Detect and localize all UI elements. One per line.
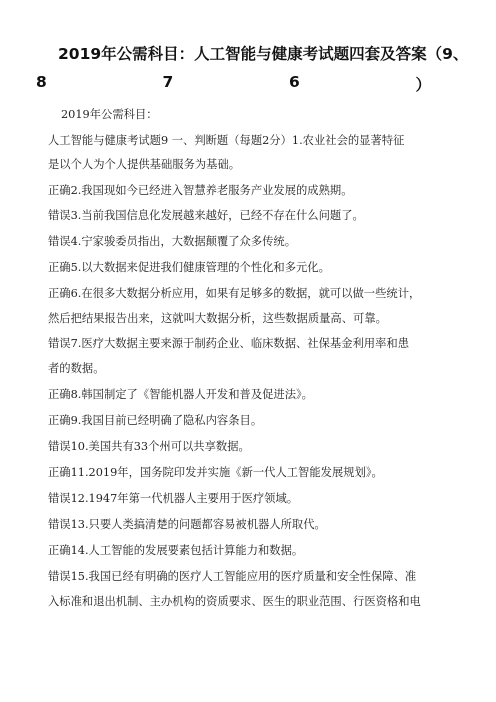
text-line: 正确5.以大数据来促进我们健康管理的个性化和多元化。: [48, 261, 330, 274]
text-line: 错误10.美国共有33个州可以共享数据。: [48, 440, 250, 453]
text-line: 正确6.在很多大数据分析应用，如果有足够多的数据，就可以做一些统计，: [48, 287, 421, 300]
text-line: 正确2.我国现如今已经进入智慧养老服务产业发展的成熟期。: [48, 184, 353, 197]
text-line: 正确11.2019年，国务院印发并实施《新一代人工智能发展规划》。: [48, 466, 383, 479]
title-number-6: 6: [288, 73, 300, 91]
title-closing-paren: ）: [415, 76, 431, 94]
text-line: 人工智能与健康考试题9 一、判断题（每题2分）1.农业社会的显著特征: [48, 134, 405, 147]
text-line: 错误15.我国已经有明确的医疗人工智能应用的医疗质量和安全性保障、准: [48, 570, 417, 583]
text-line: 错误7.医疗大数据主要来源于制药企业、临床数据、社保基金利用率和患: [48, 337, 409, 350]
text-line: 错误4.宁家骏委员指出，大数据颠覆了众多传统。: [48, 235, 297, 248]
title-number-8: 8: [36, 73, 47, 91]
document-title-line-1: 2019年公需科目：人工智能与健康考试题四套及答案（9、: [58, 45, 469, 63]
text-line: 错误3.当前我国信息化发展越来越好，已经不存在什么问题了。: [48, 209, 364, 222]
text-line: 者的数据。: [48, 362, 105, 375]
text-line: 错误13.只要人类搞清楚的问题都容易被机器人所取代。: [48, 518, 326, 531]
text-line: 正确9.我国目前已经明确了隐私内容条目。: [48, 414, 263, 427]
document-title-line-2: [36, 73, 431, 95]
text-line: 正确8.韩国制定了《智能机器人开发和普及促进法》。: [48, 388, 313, 401]
text-line: 然后把结果报告出来，这就叫大数据分析，这些数据质量高、可靠。: [48, 312, 387, 325]
text-line: 入标准和退出机制、主办机构的资质要求、医生的职业范围、行医资格和电: [48, 595, 421, 608]
text-line: 错误12.1947年第一代机器人主要用于医疗领域。: [48, 492, 299, 505]
text-line: 正确14.人工智能的发展要素包括计算能力和数据。: [48, 544, 304, 557]
subtitle-line: 2019年公需科目：: [61, 108, 158, 121]
title-number-7: 7: [162, 73, 174, 91]
text-line: 是以个人为个人提供基础服务为基础。: [48, 158, 241, 171]
